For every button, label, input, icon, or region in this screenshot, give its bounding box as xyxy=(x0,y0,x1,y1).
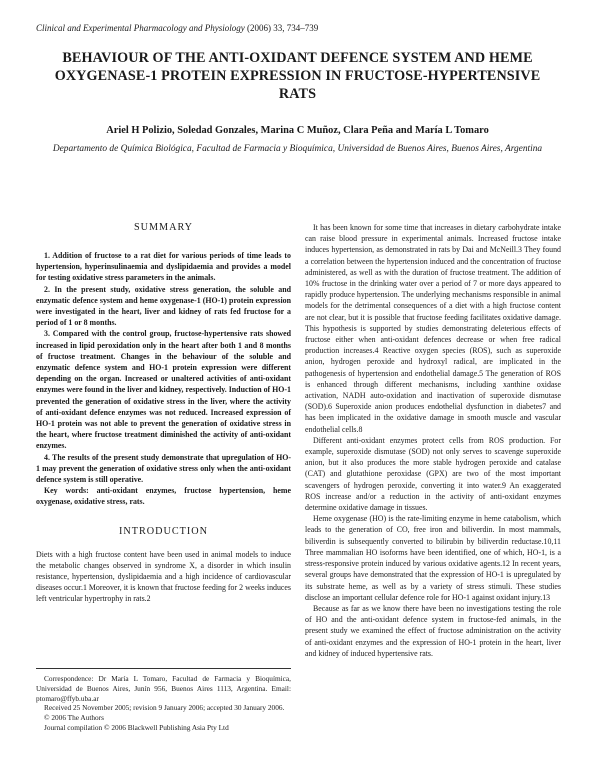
summary-paragraph: 2. In the present study, oxidative stress generation, the soluble and enzymatic defence system and heme oxygenase-1 (HO-1) protein expression were investigated in the heart, liver and kidney of rats fed fructose for a period of 1 or 8 months. xyxy=(36,284,291,328)
summary-heading: SUMMARY xyxy=(133,222,194,233)
body-paragraph: Different anti-oxidant enzymes protect cells from ROS production. For example, superoxide dismutase (SOD) not only serves to scavenge superoxide anion, but it also produces the more stable hydrogen peroxide and catalase (CAT) and glutathione peroxidase (GPX) are two of the most important scavengers of hydrogen peroxide, converting it into water.9 An exaggerated ROS increase and/or a reduction in the activity of anti-oxidant enzymes determine oxidative damage in tissues. xyxy=(305,435,561,513)
article-title: BEHAVIOUR OF THE ANTI-OXIDANT DEFENCE SYSTEM AND HEME OXYGENASE-1 PROTEIN EXPRESSION IN FRUCTOSE-HYPERTENSIVE RATS xyxy=(54,50,541,102)
journal-name: Clinical and Experimental Pharmacology and Physiology xyxy=(36,23,245,33)
received-dates: Received 25 November 2005; revision 9 January 2006; accepted 30 January 2006. xyxy=(44,703,285,713)
right-column xyxy=(305,222,561,659)
introduction-paragraph: Diets with a high fructose content have been used in animal models to induce the metabolic changes observed in syndrome X, a disorder in which insulin resistance, hypertension, dyslipidaemia and a high incidence of cardiovascular diseases occur.1 Moreover, it is known that fructose feeding for 2 weeks induces left ventricular hypertrophy in rats.2 xyxy=(36,549,291,604)
journal-header xyxy=(36,23,318,33)
affiliation: Departamento de Química Biológica, Facultad de Farmacia y Bioquímica, Universidad de Buenos Aires, Buenos Aires, Argentina xyxy=(52,144,543,154)
summary-paragraph: 1. Addition of fructose to a rat diet for various periods of time leads to hypertension, hyperinsulinaemia and dyslipidaemia and provides a model for testing oxidative stress parameters in the animals. xyxy=(36,251,291,283)
body-paragraph: Heme oxygenase (HO) is the rate-limiting enzyme in heme catabolism, which leads to the generation of CO, free iron and biliverdin. In most mammals, biliverdin is subsequently converted to bilirubin by biliverdin reductase.10,11 Three mammalian HO isoforms have been identified, one of which, HO-1, is a stress-responsive protein induced by various oxidative agents.12 In recent years, several groups have demonstrated that the expression of HO-1 is upregulated by its substrate heme, as well as by a variety of stress stimuli. These studies disclose an important cellular defence role for HO-1 against oxidant injury.13 xyxy=(305,514,561,602)
correspondence-text: Correspondence: Dr María L Tomaro, Facultad de Farmacia y Bioquímica, Universidad de Buenos Aires, Junín 956, Buenos Aires 1113, Argentina. Email: ptomaro@ffyb.uba.ar xyxy=(36,674,291,703)
summary-paragraph: 3. Compared with the control group, fructose-hypertensive rats showed increased in lipid peroxidation only in the heart after both 1 and 8 months of fructose treatment. Changes in the behaviour of the soluble and enzymatic defence system and HO-1 protein expression were different depending on the organ. Increased or unaltered activities of anti-oxidant enzymes were found in the liver and kidney, respectively. Induction of HO-1 prevented the generation of oxidative stress in the liver, where the activity of anti-oxidant defence enzymes was not reduced. Increased expression of HO-1 protein was not able to prevent the generation of oxidative stress in the heart, where fructose treatment diminished the activity of anti-oxidant enzymes. xyxy=(36,329,291,451)
author-list: Ariel H Polizio, Soledad Gonzales, Marina C Muñoz, Clara Peña and María L Tomaro xyxy=(106,125,489,136)
correspondence-footnote xyxy=(36,668,291,733)
introduction-section xyxy=(36,549,291,605)
summary-paragraph: 4. The results of the present study demonstrate that upregulation of HO-1 may prevent the generation of oxidative stress only when the anti-oxidant defence system is still operative. xyxy=(36,452,291,485)
left-column xyxy=(36,222,291,605)
copyright-line: © 2006 The Authors xyxy=(44,713,104,723)
body-paragraph: It has been known for some time that increases in dietary carbohydrate intake can raise blood pressure in experimental animals. Increased fructose intake induces hypertension, as demonstrated in rats by Dai and McNeill.3 They found a correlation between the hypertension induced and the concentration of fructose administered, as well as with the duration of fructose treatment. The addition of 10% fructose in the drinking water over a period of 7 or more days appeared to rapidly produce hypertension. The underlying mechanisms responsible in animal models for the detrimental consequences of a diet with a high fructose content are not clear, but it is possible that fructose feeding facilitates oxidative damage. This hypothesis is supported by studies demonstrating deleterious effects of fructose either when anti-oxidant defences decrease or when free radical production increases.4 Reactive oxygen species (ROS), such as superoxide anion, hydrogen peroxide and hydroxyl radical, are implicated in the pathogenesis of hypertension and endothelial damage.5 The generation of ROS is enhanced through different mechanisms, including xanthine oxidase activation, NADH auto-oxidation and inactivation of superoxide dismutase (SOD).6 Superoxide anion produces endothelial dysfunction in diabetes7 and has been implicated in the oxidative damage in smooth muscle and vascular endothelial cells.8 xyxy=(305,223,561,434)
keywords: Key words: anti-oxidant enzymes, fructose hypertension, heme oxygenase, oxidative stress, rats. xyxy=(36,486,291,507)
body-paragraph: Because as far as we know there have been no investigations testing the role of HO and the anti-oxidant defence system in fructose-fed animals, in the present study we examined the effect of fructose administration on the activity of anti-oxidant enzymes and the expression of HO-1 protein in the heart, liver and kidney of induced hypertensive rats. xyxy=(305,603,561,658)
journal-volume: (2006) 33, 734–739 xyxy=(246,23,319,33)
summary-section xyxy=(36,250,291,508)
introduction-heading: INTRODUCTION xyxy=(119,525,208,537)
journal-compilation: Journal compilation © 2006 Blackwell Publishing Asia Pty Ltd xyxy=(44,722,229,732)
